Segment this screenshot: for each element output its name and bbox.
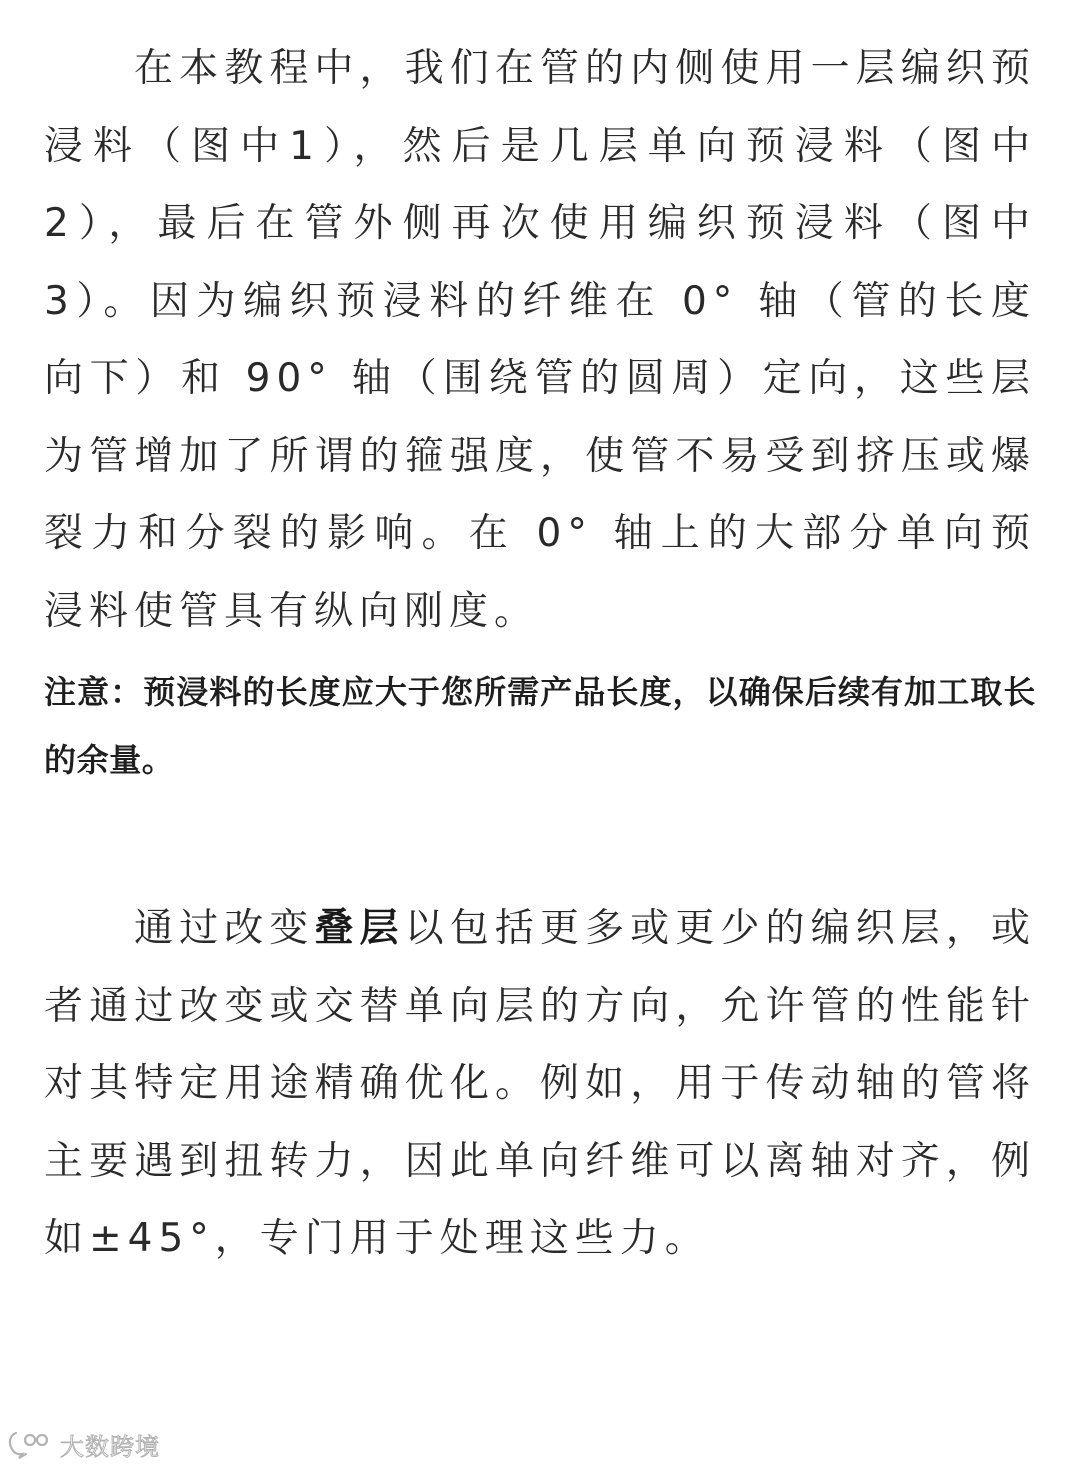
paragraph-text-after: 以包括更多或更少的编织层，或者通过改变或交替单向层的方向，允许管的性能针对其特定用途精确优化。例如，用于传动轴的管将主要遇到扭转力，因此单向纤维可以离轴对齐，例如±45°，专门用于处理这些力。 (44, 906, 1036, 1261)
watermark (6, 1426, 160, 1462)
paragraph-spacer (44, 794, 1036, 890)
emphasis-layup: 叠层 (314, 906, 405, 951)
paragraph-text-before: 通过改变 (134, 906, 315, 951)
note-prepreg-length: 注意：预浸料的长度应大于您所需产品长度，以确保后续有加工取长的余量。 (44, 673, 1036, 779)
paragraph-layup-optimization (44, 890, 1036, 1278)
chat-bubble-logo-icon (6, 1429, 54, 1459)
article-body (44, 30, 1036, 1278)
paragraph-layup-description: 在本教程中，我们在管的内侧使用一层编织预浸料（图中1），然后是几层单向预浸料（图中2），最后在管外侧再次使用编织预浸料（图中3）。因为编织预浸料的纤维在 0° 轴（管的长度向下）和 90° 轴（围绕管的圆周）定向，这些层为管增加了所谓的箍强度，使管不易受到挤压或爆裂力和分裂的影响。在 0° 轴上的大部分单向预浸料使管具有纵向刚度。 (44, 46, 1036, 634)
watermark-text: 大数跨境 (60, 1432, 160, 1461)
